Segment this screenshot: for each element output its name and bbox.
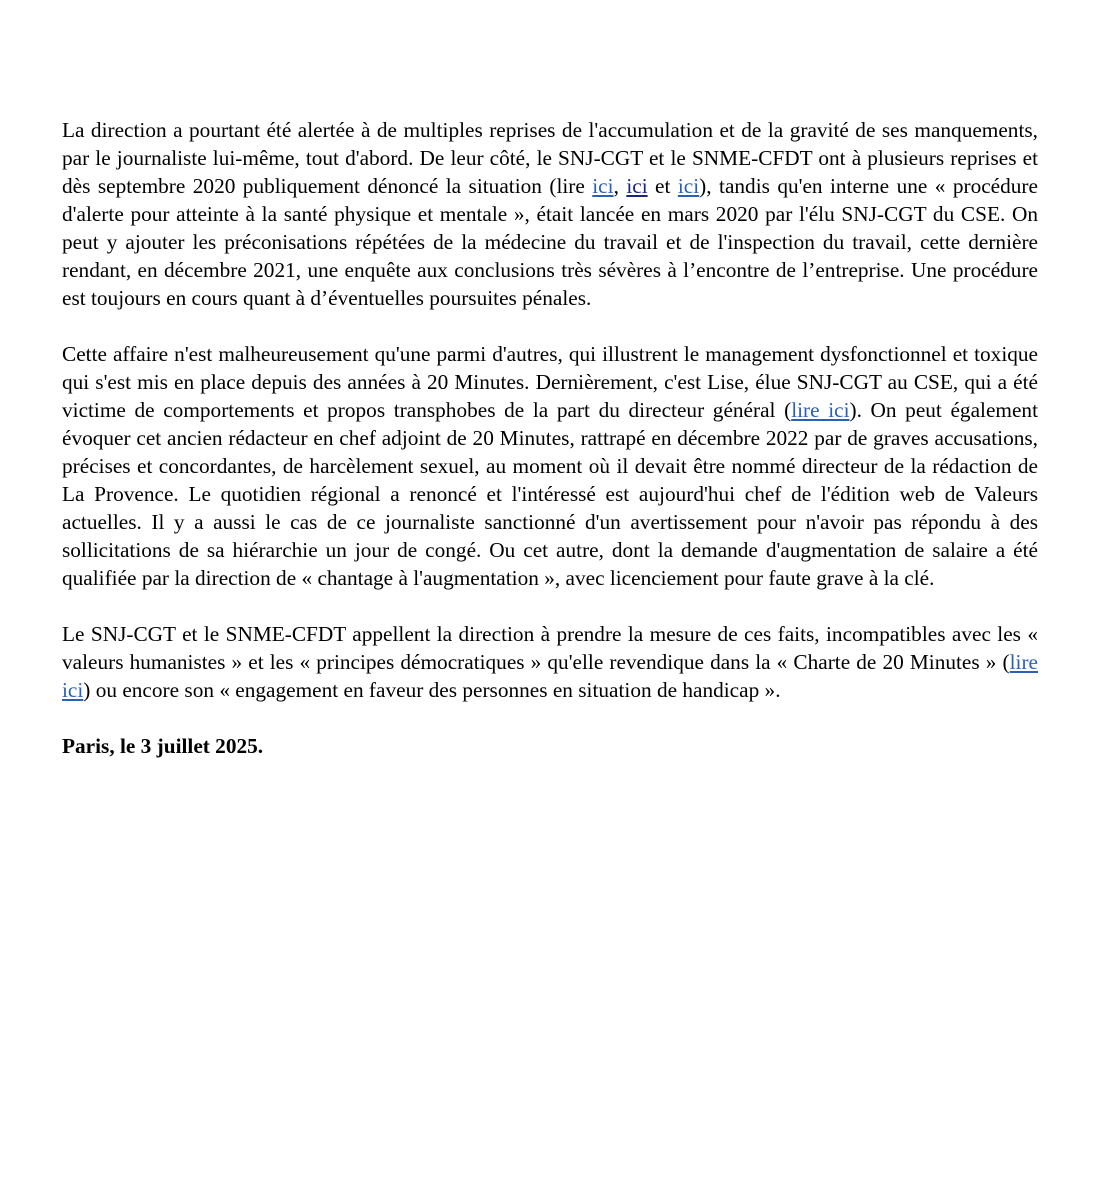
document-body <box>62 116 1038 788</box>
paragraph-text: Le SNJ-CGT et le SNME-CFDT appellent la direction à prendre la mesure de ces faits, incompatibles avec les « valeurs humanistes » et les « principes démocratiques » qu'elle revendique dans la « Charte de 20 Minutes » ( <box>62 622 1038 674</box>
separator-text: et <box>647 174 678 198</box>
link-ici-3[interactable]: ici <box>677 174 700 198</box>
signature-date: Paris, le 3 juillet 2025. <box>62 734 264 758</box>
link-ici-1[interactable]: ici <box>592 174 614 198</box>
paragraph-text: La direction a pourtant été alertée à de multiples reprises de l'accumulation et de la gravité de ses manquements, par le journaliste lui-même, tout d'abord. De leur côté, le SNJ-CGT et le SNME-CFDT ont à plusieurs reprises et dès septembre 2020 publiquement dénoncé la situation (lire <box>62 118 1038 198</box>
paragraph-text: ) ou encore son « engagement en faveur des personnes en situation de handicap ». <box>83 678 781 702</box>
paragraph-text: Cette affaire n'est malheureusement qu'une parmi d'autres, qui illustrent le management dysfonctionnel et toxique qui s'est mis en place depuis des années à 20 Minutes. Dernièrement, c'est Lise, élue SNJ-CGT au CSE, qui a été victime de comportements et propos transphobes de la part du directeur général ( <box>62 342 1038 422</box>
link-ici-2[interactable]: ici <box>626 174 648 198</box>
paragraph-appeal <box>62 620 1038 704</box>
link-lire-ici-charter[interactable]: lire ici <box>62 650 1038 702</box>
paragraph-text: ). On peut également évoquer cet ancien rédacteur en chef adjoint de 20 Minutes, rattrapé en décembre 2022 par de graves accusations, précises et concordantes, de harcèlement sexuel, au moment où il devait être nommé directeur de la rédaction de La Provence. Le quotidien régional a renoncé et l'intéressé est aujourd'hui chef de l'édition web de Valeurs actuelles. Il y a aussi le cas de ce journaliste sanctionné d'un avertissement pour n'avoir pas répondu à des sollicitations de sa hiérarchie un jour de congé. Ou cet autre, dont la demande d'augmentation de salaire a été qualifiée par la direction de « chantage à l'augmentation », avec licenciement pour faute grave à la clé. <box>62 398 1038 590</box>
paragraph-text: ), tandis qu'en interne une « procédure d'alerte pour atteinte à la santé physique et mentale », était lancée en mars 2020 par l'élu SNJ-CGT du CSE. On peut y ajouter les préconisations répétées de la médecine du travail et de l'inspection du travail, cette dernière rendant, en décembre 2021, une enquête aux conclusions très sévères à l’encontre de l’entreprise. Une procédure est toujours en cours quant à d’éventuelles poursuites pénales. <box>62 174 1038 310</box>
link-lire-ici-director[interactable]: lire ici <box>791 398 850 422</box>
paragraph-alerts <box>62 116 1038 312</box>
paragraph-management <box>62 340 1038 592</box>
separator-text: , <box>613 174 627 198</box>
